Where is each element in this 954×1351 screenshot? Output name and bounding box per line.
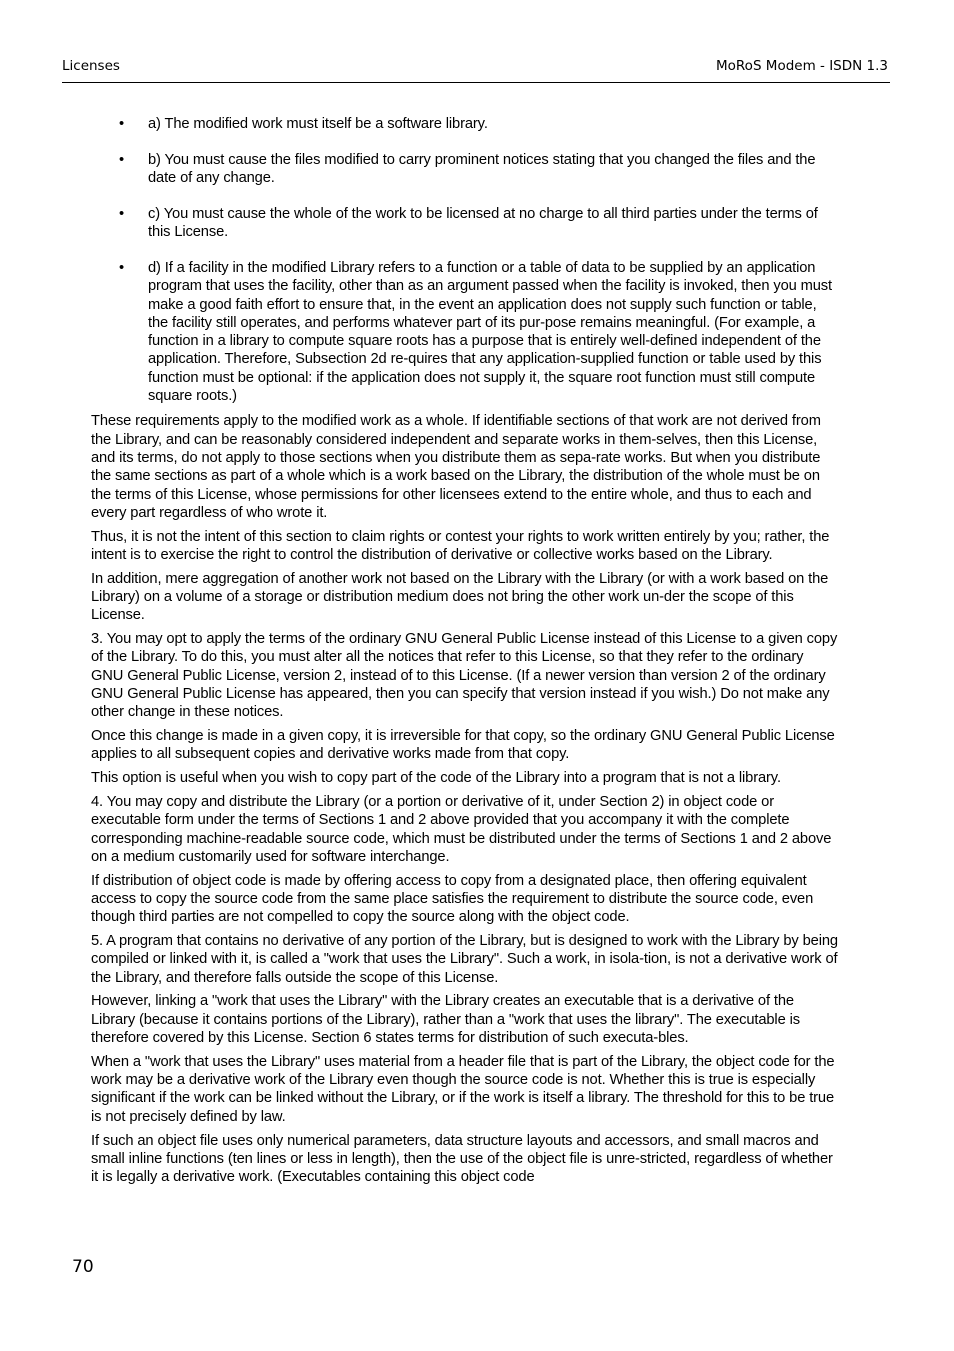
- header-divider: [62, 82, 890, 83]
- body-paragraph: Thus, it is not the intent of this section to claim rights or contest your rights to work written entirely by you; rather, the intent is to exercise the right to control the distribution of derivative or collective works based on the Library.: [91, 528, 830, 563]
- body-paragraph: If such an object file uses only numerical parameters, data structure layouts and accessors, and small macros and small inline functions (ten lines or less in length), then the use of the object file is unre-stricted, regardless of whether it is legally a derivative work. (Executables containing this object code: [91, 1132, 833, 1186]
- requirements-list: [91, 115, 838, 405]
- running-header-document-title: MoRoS Modem - ISDN 1.3: [716, 58, 888, 74]
- bullet-icon: •: [119, 205, 125, 222]
- body-paragraph: 4. You may copy and distribute the Library (or a portion or derivative of it, under Section 2) in object code or executable form under the terms of Sections 1 and 2 above provided that you accompany it with the complete corresponding machine-readable source code, which must be distributed under the terms of Sections 1 and 2 above on a medium customarily used for software interchange.: [91, 794, 832, 865]
- body-paragraph: If distribution of object code is made by offering access to copy from a designated place, then offering equivalent access to copy the source code from the same place satisfies the requirement to distribute the source code, even though third parties are not compelled to copy the source along with the object code.: [91, 872, 814, 926]
- list-item-text: c) You must cause the whole of the work to be licensed at no charge to all third parties under the terms of this License.: [148, 205, 818, 241]
- body-paragraph: However, linking a "work that uses the Library" with the Library creates an executable that is a derivative of the Library (because it contains portions of the Library), rather than a "work that uses the library". The executable is therefore covered by this License. Section 6 states terms for distribution of such executa-bles.: [91, 993, 800, 1047]
- list-item-text: d) If a facility in the modified Library refers to a function or a table of data to be supplied by an application program that uses the facility, other than as an argument passed when the facility is invoked, then you must make a good faith effort to ensure that, in the event an application does not supply such function or table, the facility still operates, and performs whatever part of its pur-pose remains meaningful. (For example, a function in a library to compute square roots has a purpose that is entirely well-defined independent of the application. Therefore, Subsection 2d re-quires that any application-supplied function or table used by this function must be optional: if the application does not supply it, the square root function must still compute square roots.): [148, 259, 832, 405]
- body-paragraph: Once this change is made in a given copy, it is irreversible for that copy, so the ordinary GNU General Public License applies to all subsequent copies and derivative works made from that copy.: [91, 728, 835, 763]
- bullet-icon: •: [119, 259, 125, 276]
- body-paragraph: 3. You may opt to apply the terms of the ordinary GNU General Public License instead of this License to a given copy of the Library. To do this, you must alter all the notices that refer to this License, so that they refer to the ordinary GNU General Public License, version 2, instead of to this License. (If a newer version than version 2 of the ordinary GNU General Public License has appeared, then you can specify that version instead if you wish.) Do not make any other change in these notices.: [91, 631, 838, 721]
- list-item-text: a) The modified work must itself be a software library.: [148, 116, 488, 132]
- body-paragraph: 5. A program that contains no derivative of any portion of the Library, but is designed to work with the Library by being compiled or linked with it, is called a "work that uses the Library". Such a work, in isola-tion, is not a derivative work of the Library, and therefore falls outside the scope of this License.: [91, 933, 838, 986]
- body-paragraph: In addition, mere aggregation of another work not based on the Library with the Library (or with a work based on the Library) on a volume of a storage or distribution medium does not bring the other work un-der the scope of this License.: [91, 570, 829, 624]
- body-paragraph: This option is useful when you wish to copy part of the code of the Library into a program that is not a library.: [91, 770, 781, 787]
- list-item-text: b) You must cause the files modified to carry prominent notices stating that you changed the files and the date of any change.: [148, 151, 816, 187]
- list-item: [91, 205, 838, 242]
- page-body: [91, 115, 838, 1192]
- page-number: 70: [72, 1257, 94, 1277]
- list-item: [91, 115, 838, 133]
- body-paragraph: These requirements apply to the modified work as a whole. If identifiable sections of that work are not derived from the Library, and can be reasonably considered independent and separate works in them-selves, then this License, and its terms, do not apply to those sections when you distribute them as sepa-rate works. But when you distribute the same sections as part of a whole which is a work based on the Library, the distribution of the whole must be on the terms of this License, whose permissions for other licensees extend to the entire whole, and thus to each and every part regardless of who wrote it.: [91, 413, 821, 521]
- running-header-section: Licenses: [62, 58, 120, 74]
- list-item: [91, 259, 838, 405]
- bullet-icon: •: [119, 116, 125, 132]
- bullet-icon: •: [119, 151, 125, 168]
- body-paragraph: When a "work that uses the Library" uses material from a header file that is part of the Library, the object code for the work may be a derivative work of the Library even though the source code is not. Whether this is true is especially significant if the work can be linked without the Library, or if the work is itself a library. The threshold for this to be true is not precisely defined by law.: [91, 1053, 835, 1125]
- list-item: [91, 151, 838, 188]
